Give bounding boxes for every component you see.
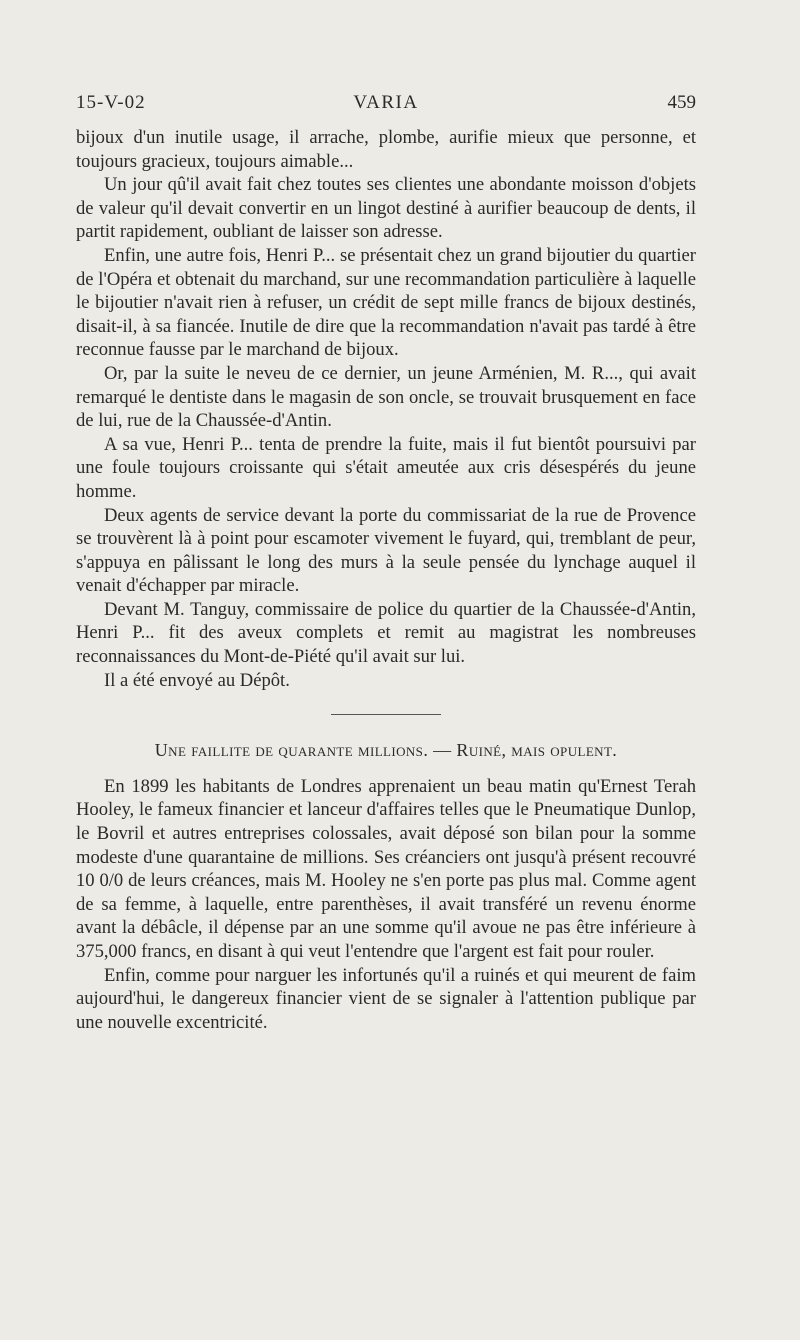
- paragraph: A sa vue, Henri P... tenta de prendre la fuite, mais il fut bientôt poursuivi par une foule toujours croissante qui s'était ameutée aux cris désespérés du jeune homme.: [76, 433, 696, 502]
- paragraph: Un jour qû'il avait fait chez toutes ses clientes une abondante moisson d'objets de valeur qu'il devait convertir en un lingot destiné à aurifier beaucoup de dents, il partit rapidement, oubliant de laisser son adresse.: [76, 174, 696, 243]
- paragraph: Il a été envoyé au Dépôt.: [104, 669, 290, 691]
- paragraph: Devant M. Tanguy, commissaire de police du quartier de la Chaussée-d'Antin, Henri P... fit des aveux complets et remit au magistrat les nombreuses reconnaissances du Mont-de-Piété qu'il avait sur lui.: [76, 598, 696, 668]
- paragraph: Or, par la suite le neveu de ce dernier, un jeune Arménien, M. R..., qui avait remarqué le dentiste dans le magasin de son oncle, se trouvait brusquement en face de lui, rue de la Chaussée-d'Antin.: [76, 362, 696, 432]
- paragraph: Deux agents de service devant la porte du commissariat de la rue de Provence se trouvèrent là à point pour escamoter vivement le fuyard, qui, tremblant de peur, s'appuya en pâlissant le long des murs à la seule pensée du lynchage auquel il venait d'échapper par miracle.: [76, 504, 696, 597]
- section-title: Une faillite de quarante millions. — Ruiné, mais opulent.: [154, 740, 618, 761]
- header-date: 15-V-02: [76, 92, 146, 113]
- section-divider: [331, 714, 441, 715]
- paragraph: bijoux d'un inutile usage, il arrache, plombe, aurifie mieux que personne, et toujours gracieux, toujours aimable...: [76, 127, 696, 172]
- running-header: [76, 92, 696, 122]
- page-number: 459: [667, 92, 696, 113]
- paragraph: Enfin, comme pour narguer les infortunés qu'il a ruinés et qui meurent de faim aujourd'hui, le dangereux financier vient de se signaler à l'attention publique par une nouvelle excentricité.: [76, 964, 696, 1033]
- paragraph: Enfin, une autre fois, Henri P... se présentait chez un grand bijoutier du quartier de l'Opéra et obtenait du marchand, sur une recommandation particulière à laquelle le bijoutier n'avait rien à refuser, un crédit de sept mille francs de bijoux destinés, disait-il, à sa fiancée. Inutile de dire que la recommandation n'avait pas tardé à être reconnue fausse par le marchand de bijoux.: [76, 244, 696, 361]
- header-section: VARIA: [353, 92, 419, 113]
- body-text: [76, 126, 696, 1034]
- paragraph: En 1899 les habitants de Londres apprenaient un beau matin qu'Ernest Terah Hooley, le fameux financier et lanceur d'affaires telles que le Pneumatique Dunlop, le Bovril et autres entreprises colossales, avait déposé son bilan pour la somme modeste d'une quarantaine de millions. Ses créanciers ont jusqu'à présent recouvré 10 0/0 de leurs créances, mais M. Hooley ne s'en porte pas plus mal. Comme agent de sa femme, à laquelle, entre parenthèses, il avait transféré un revenu énorme avant la débâcle, il dépense par an une somme qu'il avoue ne pas être inférieure à 375,000 francs, en disant à qui veut l'entendre que l'argent est fait pour rouler.: [76, 775, 696, 962]
